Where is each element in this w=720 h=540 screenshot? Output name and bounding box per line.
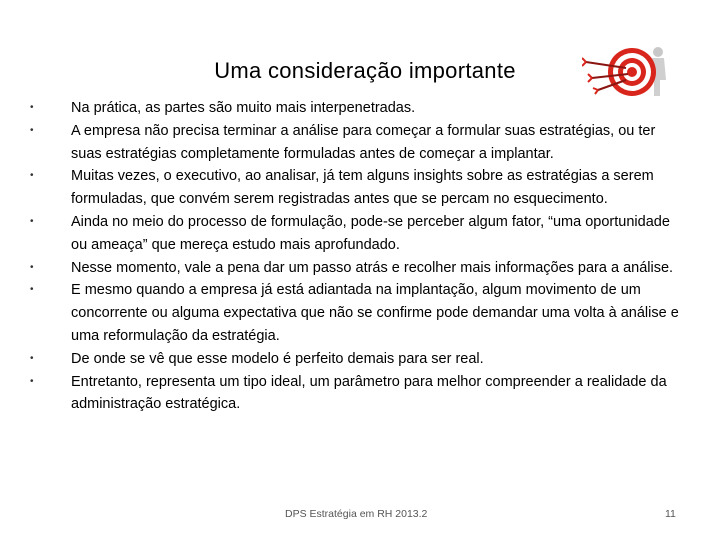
footer-text: DPS Estratégia em RH 2013.2 <box>285 508 428 520</box>
bullet-dot: • <box>30 375 34 387</box>
bullet-dot: • <box>30 170 34 182</box>
bullet-dot: • <box>30 352 34 364</box>
page-number: 11 <box>665 508 676 520</box>
bullet-text: Na prática, as partes são muito mais interpenetradas. <box>71 100 416 116</box>
bullet-text: Muitas vezes, o executivo, ao analisar, já tem alguns insights sobre as estratégias a serem formuladas, que convém serem registradas antes que se percam no esquecimento. <box>71 168 654 208</box>
bullet-item <box>24 120 688 166</box>
bullet-list <box>24 97 688 416</box>
bullet-text: E mesmo quando a empresa já está adiantada na implantação, algum movimento de um concorrente ou alguma expectativa que não se confirme pode demandar uma volta à análise e uma reformulação da estratégia. <box>71 282 679 344</box>
target-with-darts-icon <box>582 40 672 102</box>
bullet-dot: • <box>30 215 34 227</box>
bullet-dot: • <box>30 102 34 113</box>
bullet-item <box>24 371 688 417</box>
bullet-item <box>24 279 688 347</box>
bullet-item <box>24 97 688 120</box>
bullet-dot: • <box>30 284 34 296</box>
bullet-dot: • <box>30 124 34 136</box>
slide-title: Uma consideração importante <box>214 58 516 83</box>
bullet-item <box>24 348 688 371</box>
bullet-item <box>24 165 688 211</box>
bullet-text: Entretanto, representa um tipo ideal, um parâmetro para melhor compreender a realidade da administração estratégica. <box>71 373 667 413</box>
bullet-item <box>24 257 688 280</box>
bullet-text: Nesse momento, vale a pena dar um passo atrás e recolher mais informações para a análise. <box>71 259 674 276</box>
bullet-text: De onde se vê que esse modelo é perfeito demais para ser real. <box>71 350 484 367</box>
bullet-dot: • <box>30 261 34 273</box>
bullet-text: A empresa não precisa terminar a análise para começar a formular suas estratégias, ou ter suas estratégias completamente formuladas antes de começar a implantar. <box>71 122 656 162</box>
bullet-text: Ainda no meio do processo de formulação, pode-se perceber algum fator, “uma oportunidade ou ameaça” que mereça estudo mais aprofundado. <box>71 213 670 253</box>
bullet-item <box>24 211 688 257</box>
